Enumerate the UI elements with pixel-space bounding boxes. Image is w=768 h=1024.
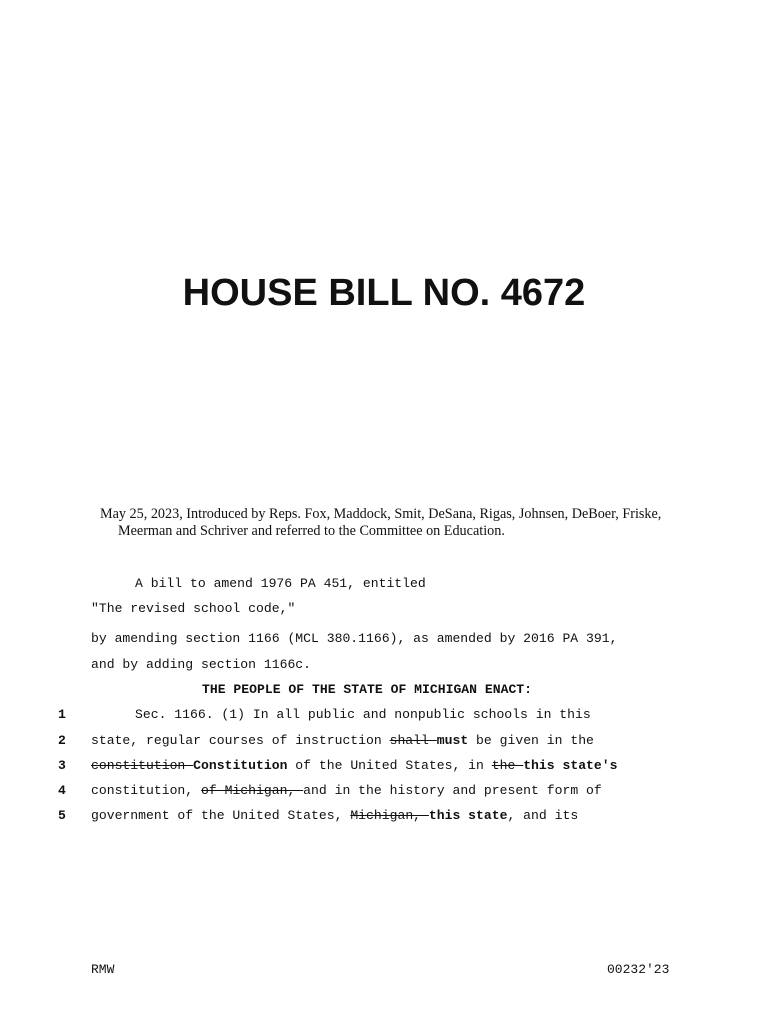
bill-text-line [91,783,602,798]
bill-header-line-2: "The revised school code," [91,601,296,616]
bill-header-line-3: by amending section 1166 (MCL 380.1166), as amended by 2016 PA 391, [91,631,618,646]
line-number: 3 [58,758,66,773]
footer-initials: RMW [91,962,115,977]
line-number: 4 [58,783,66,798]
introduction-line-2: Meerman and Schriver and referred to the Committee on Education. [118,523,505,539]
bill-title: HOUSE BILL NO. 4672 [182,272,586,314]
introduction-line-1: May 25, 2023, Introduced by Reps. Fox, Maddock, Smit, DeSana, Rigas, Johnsen, DeBoer, Friske, [100,506,662,522]
text-segment: of the United States, in [287,758,492,773]
text-segment: constitution, [91,783,202,798]
inserted-text: must [436,733,469,748]
bill-text-line [91,733,594,748]
bill-text-line [91,758,617,773]
text-segment: 's [601,758,618,773]
bill-text-line [135,707,591,722]
struck-text: the [491,758,524,773]
text-segment: be given in the [468,733,594,748]
enacting-clause: THE PEOPLE OF THE STATE OF MICHIGAN ENACT: [202,682,533,697]
line-number: 1 [58,707,66,722]
inserted-text: Constitution [193,758,288,773]
struck-text: of Michigan, [201,783,304,798]
introduction-paragraph [100,506,700,540]
text-segment: state, regular courses of instruction [91,733,390,748]
bill-header-line-4: and by adding section 1166c. [91,657,312,672]
footer-document-code: 00232'23 [607,962,670,977]
text-segment: and in the history and present form of [303,783,602,798]
text-segment: government of the United States, [91,808,351,823]
line-number: 2 [58,733,66,748]
line-number: 5 [58,808,66,823]
bill-header-line-1: A bill to amend 1976 PA 451, entitled [135,576,426,591]
text-segment: , and its [507,808,579,823]
struck-text: shall [389,733,437,748]
struck-text: constitution [91,758,194,773]
inserted-text: this state [428,808,508,823]
bill-text-line [91,808,578,823]
struck-text: Michigan, [350,808,429,823]
text-segment: Sec. 1166. (1) In all public and nonpublic schools in this [135,707,591,722]
inserted-text: this state [523,758,602,773]
